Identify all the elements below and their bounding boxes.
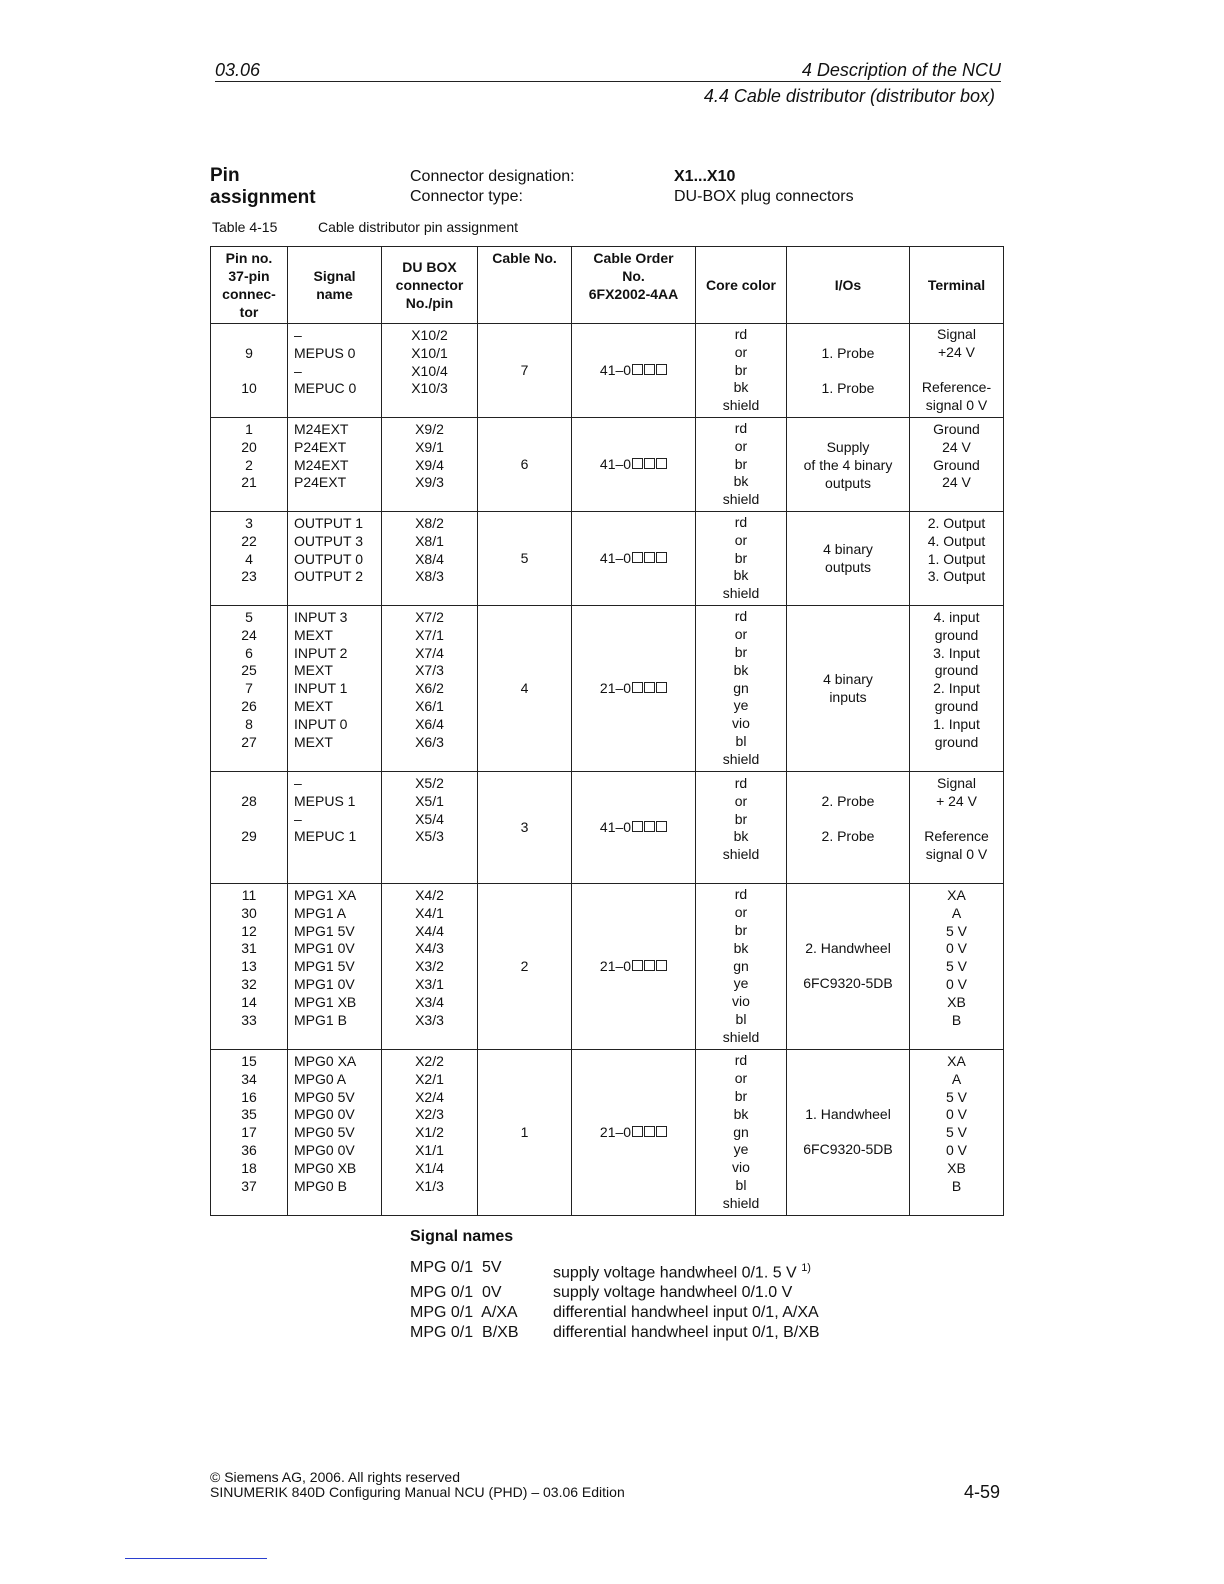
placeholder-box-icon bbox=[644, 1126, 655, 1137]
col-header-ios: I/Os bbox=[787, 247, 910, 324]
placeholder-box-icon bbox=[656, 364, 667, 375]
col-header-signal: Signal name bbox=[288, 247, 382, 324]
cell-order bbox=[572, 884, 696, 1050]
cell-signals: OUTPUT 1 OUTPUT 3 OUTPUT 0 OUTPUT 2 bbox=[288, 512, 382, 606]
cell-colors: rd or br bk shield bbox=[696, 418, 787, 512]
placeholder-box-icon bbox=[656, 1126, 667, 1137]
signal-names-title: Signal names bbox=[410, 1228, 514, 1245]
list-item bbox=[410, 1283, 820, 1303]
placeholder-box-icon bbox=[632, 960, 643, 971]
pin-title-line1: Pin bbox=[210, 165, 240, 186]
cell-order bbox=[572, 512, 696, 606]
signal-desc-text: supply voltage handwheel 0/1.0 V bbox=[553, 1284, 793, 1302]
cell-cable: 1 bbox=[478, 1050, 572, 1216]
connector-designation-value: X1...X10 bbox=[674, 168, 736, 185]
cell-terminal: XA A 5 V 0 V 5 V 0 V XB B bbox=[910, 884, 1004, 1050]
cell-colors: rd or br bk shield bbox=[696, 512, 787, 606]
cell-ios: 1. Handwheel 6FC9320-5DB bbox=[787, 1050, 910, 1216]
cell-cable: 6 bbox=[478, 418, 572, 512]
cell-dubox: X7/2 X7/1 X7/4 X7/3 X6/2 X6/1 X6/4 X6/3 bbox=[382, 606, 478, 772]
cell-dubox: X4/2 X4/1 X4/4 X4/3 X3/2 X3/1 X3/4 X3/3 bbox=[382, 884, 478, 1050]
table-row bbox=[211, 324, 1004, 418]
signal-key: MPG 0/1 0V bbox=[410, 1284, 502, 1302]
cell-signals: INPUT 3 MEXT INPUT 2 MEXT INPUT 1 MEXT INPUT 0 MEXT bbox=[288, 606, 382, 772]
order-prefix: 21–0 bbox=[599, 679, 632, 696]
connector-type-label: Connector type: bbox=[410, 188, 523, 205]
signal-names-list bbox=[410, 1258, 820, 1343]
signal-desc-text: supply voltage handwheel 0/1. 5 V bbox=[553, 1264, 797, 1282]
order-prefix: 41–0 bbox=[599, 818, 632, 835]
cell-dubox: X5/2 X5/1 X5/4 X5/3 bbox=[382, 772, 478, 884]
placeholder-box-icon bbox=[656, 458, 667, 469]
signal-key: MPG 0/1 5V bbox=[410, 1259, 502, 1276]
cell-terminal: 4. input ground 3. Input ground 2. Input ground 1. Input ground bbox=[910, 606, 1004, 772]
cell-pins: 3 22 4 23 bbox=[211, 512, 288, 606]
header-section: 4.4 Cable distributor (distributor box) bbox=[703, 86, 995, 106]
cell-colors: rd or br bk gn ye vio bl shield bbox=[696, 1050, 787, 1216]
col-header-terminal: Terminal bbox=[910, 247, 1004, 324]
cell-colors: rd or br bk shield bbox=[696, 772, 787, 884]
placeholder-box-icon bbox=[632, 821, 643, 832]
signal-key: MPG 0/1 B/XB bbox=[410, 1324, 519, 1342]
cell-pins: 9 10 bbox=[211, 324, 288, 418]
signal-desc bbox=[553, 1258, 811, 1283]
cell-signals: MPG0 XA MPG0 A MPG0 5V MPG0 0V MPG0 5V MPG0 0V MPG0 XB MPG0 B bbox=[288, 1050, 382, 1216]
pin-assignment-title bbox=[210, 165, 316, 209]
cell-order bbox=[572, 324, 696, 418]
cell-terminal: 2. Output 4. Output 1. Output 3. Output bbox=[910, 512, 1004, 606]
table-caption-title: Cable distributor pin assignment bbox=[318, 219, 518, 235]
placeholder-box-icon bbox=[644, 458, 655, 469]
cell-colors: rd or br bk gn ye vio bl shield bbox=[696, 884, 787, 1050]
pin-title-line2: assignment bbox=[210, 187, 316, 208]
col-header-color: Core color bbox=[696, 247, 787, 324]
placeholder-box-icon bbox=[632, 682, 643, 693]
cell-ios: Supply of the 4 binary outputs bbox=[787, 418, 910, 512]
placeholder-box-icon bbox=[632, 552, 643, 563]
cell-pins: 28 29 bbox=[211, 772, 288, 884]
header-rule bbox=[215, 81, 1001, 82]
cell-signals: – MEPUS 0 – MEPUC 0 bbox=[288, 324, 382, 418]
order-prefix: 41–0 bbox=[599, 361, 632, 378]
cell-colors: rd or br bk gn ye vio bl shield bbox=[696, 606, 787, 772]
cell-terminal: Signal + 24 V Reference signal 0 V bbox=[910, 772, 1004, 884]
order-prefix: 41–0 bbox=[599, 549, 632, 566]
placeholder-box-icon bbox=[632, 1126, 643, 1137]
cell-colors: rd or br bk shield bbox=[696, 324, 787, 418]
order-prefix: 41–0 bbox=[599, 455, 632, 472]
page-number: 4-59 bbox=[963, 1482, 1000, 1502]
cell-signals: – MEPUS 1 – MEPUC 1 bbox=[288, 772, 382, 884]
col-header-pin: Pin no. 37-pin connec- tor bbox=[211, 247, 288, 324]
cell-order bbox=[572, 772, 696, 884]
col-header-dubox: DU BOX connector No./pin bbox=[382, 247, 478, 324]
connector-labels bbox=[410, 167, 575, 207]
footer bbox=[210, 1470, 625, 1500]
cell-cable: 5 bbox=[478, 512, 572, 606]
placeholder-box-icon bbox=[644, 821, 655, 832]
cell-pins: 5 24 6 25 7 26 8 27 bbox=[211, 606, 288, 772]
cell-ios: 4 binary outputs bbox=[787, 512, 910, 606]
cell-terminal: XA A 5 V 0 V 5 V 0 V XB B bbox=[910, 1050, 1004, 1216]
cell-order bbox=[572, 606, 696, 772]
placeholder-box-icon bbox=[632, 458, 643, 469]
cell-ios: 2. Handwheel 6FC9320-5DB bbox=[787, 884, 910, 1050]
cell-cable: 7 bbox=[478, 324, 572, 418]
table-row bbox=[211, 606, 1004, 772]
cell-cable: 2 bbox=[478, 884, 572, 1050]
table-row bbox=[211, 1050, 1004, 1216]
cell-pins: 1 20 2 21 bbox=[211, 418, 288, 512]
table-row bbox=[211, 884, 1004, 1050]
cell-order bbox=[572, 418, 696, 512]
footer-copyright: © Siemens AG, 2006. All rights reserved bbox=[210, 1469, 460, 1485]
cell-dubox: X2/2 X2/1 X2/4 X2/3 X1/2 X1/1 X1/4 X1/3 bbox=[382, 1050, 478, 1216]
cell-signals: M24EXT P24EXT M24EXT P24EXT bbox=[288, 418, 382, 512]
cell-ios: 2. Probe 2. Probe bbox=[787, 772, 910, 884]
footer-link-rule bbox=[125, 1558, 267, 1559]
col-header-order: Cable Order No. 6FX2002-4AA bbox=[572, 247, 696, 324]
footer-manual: SINUMERIK 840D Configuring Manual NCU (PHD) – 03.06 Edition bbox=[210, 1484, 625, 1500]
cell-terminal: Ground 24 V Ground 24 V bbox=[910, 418, 1004, 512]
cell-pins: 11 30 12 31 13 32 14 33 bbox=[211, 884, 288, 1050]
table-caption-number: Table 4-15 bbox=[212, 219, 278, 235]
placeholder-box-icon bbox=[656, 682, 667, 693]
pin-assignment-table bbox=[210, 246, 1004, 1216]
cell-order bbox=[572, 1050, 696, 1216]
cell-signals: MPG1 XA MPG1 A MPG1 5V MPG1 0V MPG1 5V MPG1 0V MPG1 XB MPG1 B bbox=[288, 884, 382, 1050]
signal-desc-text: differential handwheel input 0/1, B/XB bbox=[553, 1324, 820, 1342]
cell-ios: 4 binary inputs bbox=[787, 606, 910, 772]
list-item bbox=[410, 1323, 820, 1343]
table-row bbox=[211, 512, 1004, 606]
cell-cable: 4 bbox=[478, 606, 572, 772]
list-item bbox=[410, 1258, 820, 1283]
connector-type-value: DU-BOX plug connectors bbox=[674, 188, 854, 205]
placeholder-box-icon bbox=[644, 682, 655, 693]
table-caption bbox=[212, 219, 518, 235]
connector-designation-label: Connector designation: bbox=[410, 168, 575, 185]
placeholder-box-icon bbox=[644, 960, 655, 971]
cell-ios: 1. Probe 1. Probe bbox=[787, 324, 910, 418]
cell-pins: 15 34 16 35 17 36 18 37 bbox=[211, 1050, 288, 1216]
order-prefix: 21–0 bbox=[599, 957, 632, 974]
list-item bbox=[410, 1303, 820, 1323]
placeholder-box-icon bbox=[632, 364, 643, 375]
signal-desc-text: differential handwheel input 0/1, A/XA bbox=[553, 1304, 819, 1322]
placeholder-box-icon bbox=[656, 960, 667, 971]
footnote-ref: 1) bbox=[801, 1262, 811, 1274]
cell-dubox: X10/2 X10/1 X10/4 X10/3 bbox=[382, 324, 478, 418]
placeholder-box-icon bbox=[656, 552, 667, 563]
placeholder-box-icon bbox=[644, 552, 655, 563]
header-edition: 03.06 bbox=[215, 60, 261, 80]
cell-cable: 3 bbox=[478, 772, 572, 884]
placeholder-box-icon bbox=[656, 821, 667, 832]
cell-dubox: X9/2 X9/1 X9/4 X9/3 bbox=[382, 418, 478, 512]
table-row bbox=[211, 418, 1004, 512]
order-prefix: 21–0 bbox=[599, 1123, 632, 1140]
header-chapter: 4 Description of the NCU bbox=[801, 60, 1001, 80]
placeholder-box-icon bbox=[644, 364, 655, 375]
table-header-row bbox=[211, 247, 1004, 324]
connector-values bbox=[674, 167, 854, 207]
cell-dubox: X8/2 X8/1 X8/4 X8/3 bbox=[382, 512, 478, 606]
col-header-cable: Cable No. bbox=[478, 247, 572, 324]
table-row bbox=[211, 772, 1004, 884]
cell-terminal: Signal +24 V Reference- signal 0 V bbox=[910, 324, 1004, 418]
signal-key: MPG 0/1 A/XA bbox=[410, 1304, 518, 1322]
